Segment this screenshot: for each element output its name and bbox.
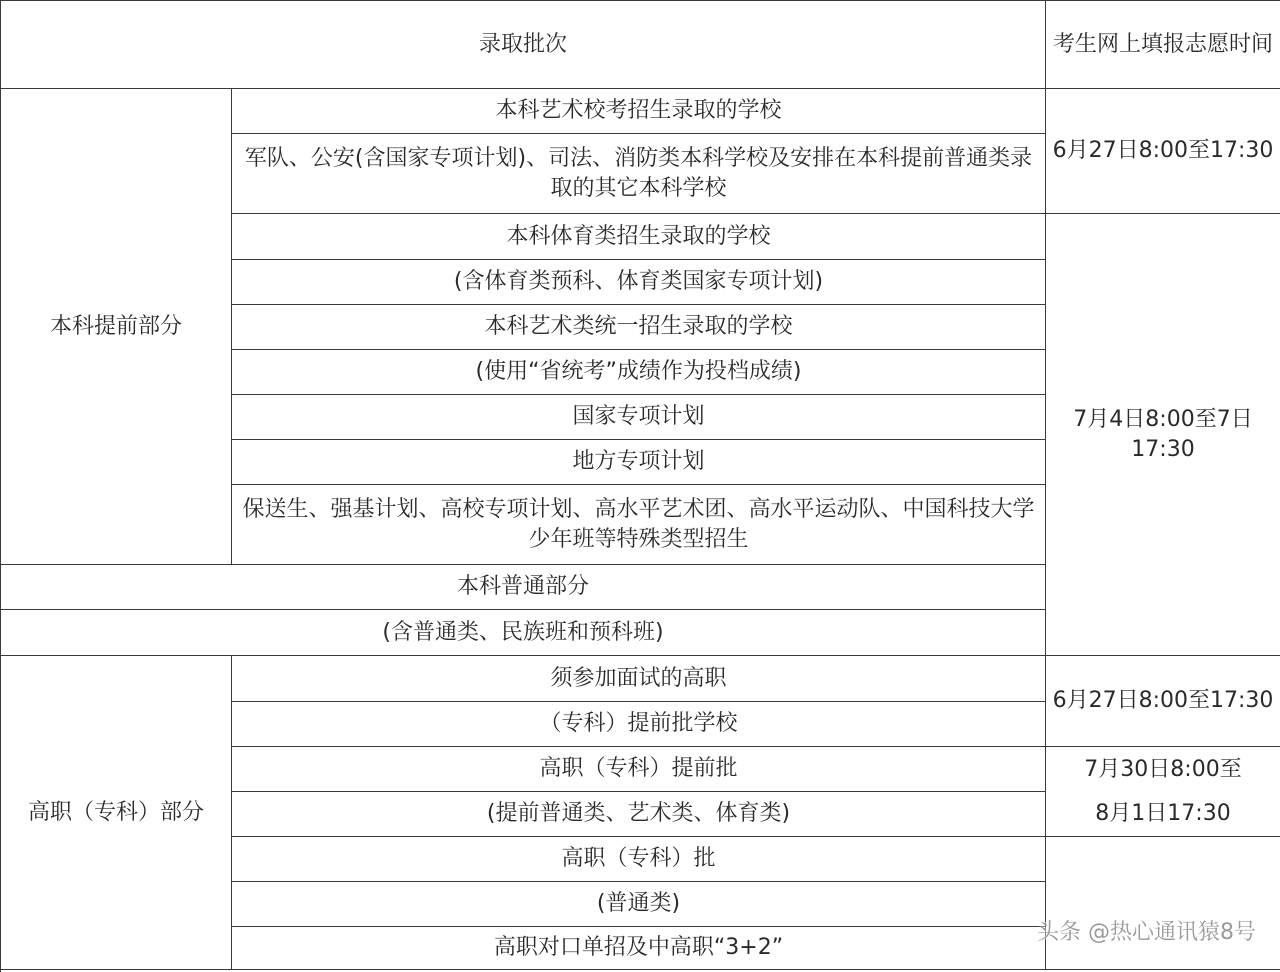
group-vocational: 高职（专科）部分 xyxy=(1,656,232,970)
batch-row: (普通类) xyxy=(232,882,1046,927)
time-cell-1: 6月27日8:00至17:30 xyxy=(1046,89,1280,214)
header-batch: 录取批次 xyxy=(1,1,1046,89)
time-cell-3: 6月27日8:00至17:30 xyxy=(1046,656,1280,747)
batch-row: (使用“省统考”成绩作为投档成绩) xyxy=(232,350,1046,395)
watermark: 头条 @热心通讯猿8号 xyxy=(1037,920,1256,945)
batch-row: 高职（专科）批 xyxy=(232,837,1046,882)
batch-row: 本科艺术校考招生录取的学校 xyxy=(232,89,1046,134)
time-cell-2: 7月4日8:00至7日17:30 xyxy=(1046,214,1280,656)
time-cell-4-end: 8月1日17:30 xyxy=(1046,792,1280,837)
batch-row: 高职（专科）提前批 xyxy=(232,747,1046,792)
batch-row-undergrad-general: 本科普通部分 xyxy=(1,565,1046,610)
batch-row: 本科艺术类统一招生录取的学校 xyxy=(232,305,1046,350)
batch-row: (提前普通类、艺术类、体育类) xyxy=(232,792,1046,837)
batch-row: 本科体育类招生录取的学校 xyxy=(232,214,1046,260)
header-time: 考生网上填报志愿时间 xyxy=(1046,1,1280,89)
batch-row: 须参加面试的高职 xyxy=(232,656,1046,702)
group-undergrad-early: 本科提前部分 xyxy=(1,89,232,565)
batch-row: （专科）提前批学校 xyxy=(232,702,1046,747)
batch-row: 高职对口单招及中高职“3+2” xyxy=(232,927,1046,970)
batch-row: 保送生、强基计划、高校专项计划、高水平艺术团、高水平运动队、中国科技大学少年班等特殊类型招生 xyxy=(232,485,1046,565)
time-cell-5 xyxy=(1046,837,1280,970)
batch-row-undergrad-general-note: (含普通类、民族班和预科班) xyxy=(1,610,1046,656)
batch-row: (含体育类预科、体育类国家专项计划) xyxy=(232,260,1046,305)
time-cell-4-start: 7月30日8:00至 xyxy=(1046,747,1280,792)
batch-row: 军队、公安(含国家专项计划)、司法、消防类本科学校及安排在本科提前普通类录取的其它本科学校 xyxy=(232,134,1046,214)
batch-row: 地方专项计划 xyxy=(232,440,1046,485)
batch-row: 国家专项计划 xyxy=(232,395,1046,440)
